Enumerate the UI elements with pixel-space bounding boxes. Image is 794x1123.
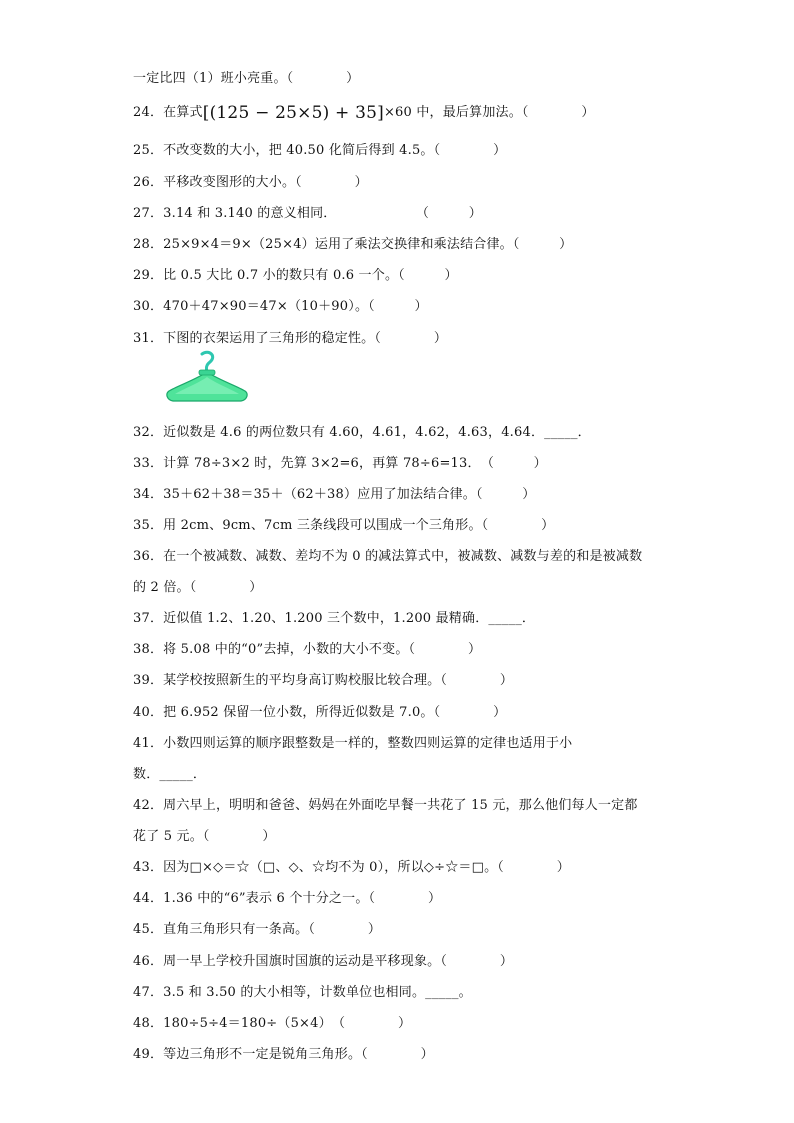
question-text: 40．把 6.952 保留一位小数，所得近似数是 7.0。（ ）	[133, 705, 507, 720]
question-text: 花了 5 元。（ ）	[133, 829, 276, 844]
question-line-q43	[133, 859, 570, 877]
question-text: 45．直角三角形只有一条高。（ ）	[133, 922, 382, 937]
clothes-hanger-icon	[165, 350, 249, 408]
question-line-q42a	[133, 797, 638, 815]
question-line-q45	[133, 921, 381, 939]
question-text: 数．_____．	[133, 767, 207, 782]
question-text: 43．因为□×◇＝☆（□、◇、☆均不为 0），所以◇÷☆＝□。（ ）	[133, 860, 570, 875]
question-line-q24	[133, 104, 595, 122]
question-text: 48．180÷5÷4＝180÷（5×4） （ ）	[133, 1016, 412, 1031]
question-line-q41a	[133, 735, 572, 753]
question-text: 25．不改变数的大小，把 40.50 化简后得到 4.5。（ ）	[133, 143, 507, 158]
question-line-q35	[133, 517, 554, 535]
question-text: 42．周六早上，明明和爸爸、妈妈在外面吃早餐一共花了 15 元，那么他们每人一定都	[133, 798, 638, 813]
question-line-q28	[133, 236, 572, 254]
question-text: 41．小数四则运算的顺序跟整数是一样的，整数四则运算的定律也适用于小	[133, 736, 573, 751]
question-text: 49．等边三角形不一定是锐角三角形。（ ）	[133, 1047, 434, 1062]
question-text: 26．平移改变图形的大小。（ ）	[133, 175, 368, 190]
question-line-q38	[133, 641, 481, 659]
question-text: 27．3.14 和 3.140 的意义相同． （ ）	[133, 206, 482, 221]
question-line-q36b	[133, 579, 262, 597]
question-line-q42b	[133, 828, 276, 846]
question-expr: [(125 − 25×5) + 35]	[202, 103, 384, 123]
question-text: 34．35＋62＋38＝35＋（62＋38）应用了加法结合律。（ ）	[133, 487, 536, 502]
question-text: 29．比 0.5 大比 0.7 小的数只有 0.6 一个。（ ）	[133, 268, 458, 283]
question-line-q32	[133, 424, 591, 442]
question-text: 44．1.36 中的“6”表示 6 个十分之一。（ ）	[133, 891, 442, 906]
question-line-q25	[133, 142, 506, 160]
question-line-q44	[133, 890, 441, 908]
question-text: 37．近似值 1.2、1.20、1.200 三个数中，1.200 最精确．_____．	[133, 611, 536, 626]
question-line-q27	[133, 205, 482, 223]
question-line-q33	[133, 455, 547, 473]
question-line-q39	[133, 672, 513, 690]
question-text: 36．在一个被减数、减数、差均不为 0 的减法算式中，被减数、减数与差的和是被减数	[133, 549, 643, 564]
question-line-q47	[133, 984, 472, 1002]
question-text: 47．3.5 和 3.50 的大小相等，计数单位也相同。_____。	[133, 985, 472, 1000]
question-line-q37	[133, 610, 535, 628]
question-text: 39．某学校按照新生的平均身高订购校服比较合理。（ ）	[133, 673, 514, 688]
question-line-q49	[133, 1046, 434, 1064]
question-line-q40	[133, 704, 506, 722]
question-text: 31．下图的衣架运用了三角形的稳定性。（ ）	[133, 331, 448, 346]
question-line-q41b	[133, 766, 206, 784]
question-text: 32．近似数是 4.6 的两位数只有 4.60，4.61，4.62，4.63，4.64．_____．	[133, 425, 591, 440]
question-text: 35．用 2cm、9cm、7cm 三条线段可以围成一个三角形。（ ）	[133, 518, 555, 533]
question-text: 38．将 5.08 中的“0”去掉，小数的大小不变。（ ）	[133, 642, 482, 657]
question-text: 46．周一早上学校升国旗时国旗的运动是平移现象。（ ）	[133, 954, 514, 969]
question-post: ×60 中，最后算加法。（ ）	[383, 105, 595, 120]
question-line-q31	[133, 330, 447, 348]
question-line-q29	[133, 267, 458, 285]
question-line-q46	[133, 953, 513, 971]
question-text: 30．470＋47×90＝47×（10＋90）。（ ）	[133, 299, 428, 314]
question-line-q26	[133, 174, 368, 192]
question-text: 一定比四（1）班小亮重。（ ）	[133, 71, 360, 86]
question-line-q34	[133, 486, 536, 504]
question-text: 28．25×9×4＝9×（25×4）运用了乘法交换律和乘法结合律。（ ）	[133, 237, 573, 252]
question-line-q30	[133, 298, 428, 316]
question-text: 的 2 倍。（ ）	[133, 580, 263, 595]
question-pre: 24．在算式	[133, 105, 203, 120]
question-line-l0	[133, 70, 359, 88]
question-line-q48	[133, 1015, 411, 1033]
question-line-q36a	[133, 548, 642, 566]
question-text: 33．计算 78÷3×2 时，先算 3×2=6，再算 78÷6=13． （ ）	[133, 456, 547, 471]
